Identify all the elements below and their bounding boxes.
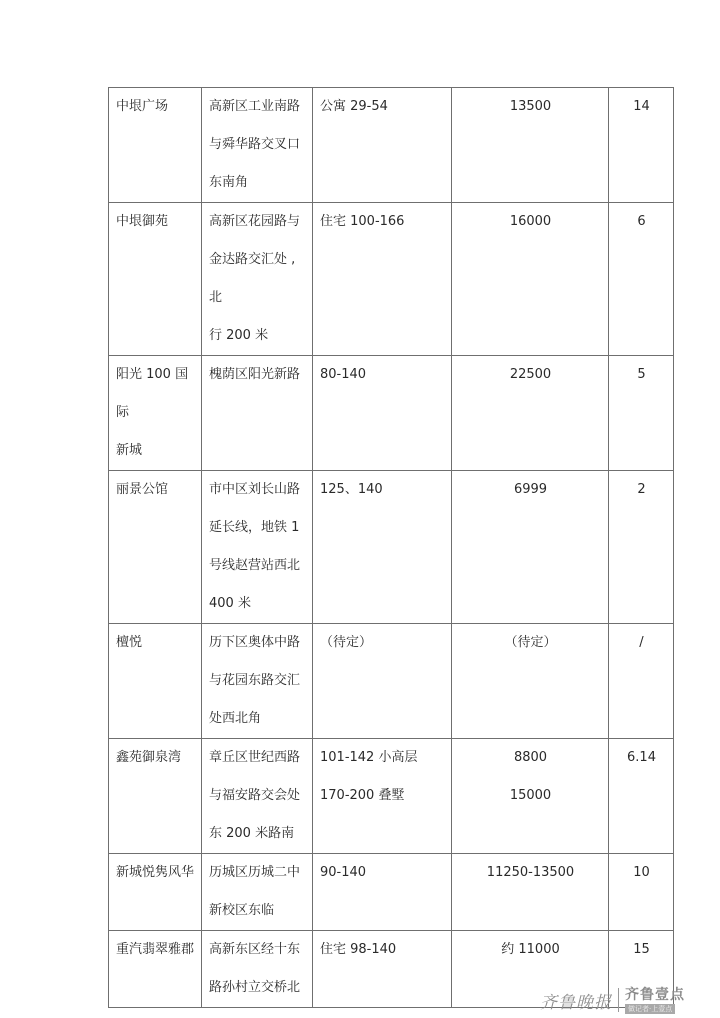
address-line: 与舜华路交叉口 — [209, 137, 301, 152]
project-name-line: 新城悦隽风华 — [116, 865, 195, 880]
price-cell — [452, 624, 609, 739]
area-line: 101-142 小高层 — [320, 750, 418, 765]
table-row — [109, 203, 674, 356]
project-name-line: 丽景公馆 — [116, 482, 169, 497]
project-name-line: 中垠御苑 — [116, 214, 169, 229]
price-line: 22500 — [509, 367, 552, 382]
value-cell — [609, 624, 674, 739]
table-row — [109, 88, 674, 203]
project-name-cell — [109, 471, 202, 624]
address-line: 与花园东路交汇 — [209, 673, 301, 688]
project-name-cell — [109, 854, 202, 931]
project-name-line: 鑫苑御泉湾 — [116, 750, 182, 765]
area-line: 公寓 29-54 — [320, 99, 388, 114]
address-line: 处西北角 — [209, 711, 262, 726]
address-cell — [202, 471, 313, 624]
address-cell — [202, 931, 313, 1008]
area-line: 125、140 — [320, 482, 383, 497]
value-text: 2 — [637, 482, 646, 497]
logo-divider — [618, 988, 619, 1012]
property-table — [108, 87, 674, 1008]
address-line: 延长线，地铁 1 — [209, 520, 300, 535]
table-row — [109, 356, 674, 471]
address-line: 市中区刘长山路 — [209, 482, 301, 497]
address-cell — [202, 203, 313, 356]
address-line: 高新区工业南路 — [209, 99, 301, 114]
value-cell — [609, 203, 674, 356]
project-name-cell — [109, 931, 202, 1008]
address-line: 章丘区世纪西路 — [209, 750, 301, 765]
project-name-line: 檀悦 — [116, 635, 143, 650]
value-cell — [609, 471, 674, 624]
address-line: 与福安路交会处 — [209, 788, 301, 803]
value-text: 6.14 — [627, 750, 656, 765]
address-line: 金达路交汇处 ,北 — [209, 252, 296, 305]
brand-slogan: 做记者·上壹点 — [625, 1004, 675, 1014]
table-row — [109, 624, 674, 739]
address-cell — [202, 356, 313, 471]
project-name-cell — [109, 356, 202, 471]
area-cell — [313, 356, 452, 471]
table-row — [109, 854, 674, 931]
value-cell — [609, 739, 674, 854]
table-row — [109, 739, 674, 854]
address-line: 历下区奥体中路 — [209, 635, 301, 650]
area-cell — [313, 203, 452, 356]
project-name-line: 中垠广场 — [116, 99, 169, 114]
project-name-line: 新城 — [116, 443, 143, 458]
price-line: 6999 — [513, 482, 548, 497]
address-cell — [202, 739, 313, 854]
brand-name: 齐鲁壹点 — [625, 986, 685, 1003]
address-line: 东 200 米路南 — [209, 826, 295, 841]
project-name-line: 阳光 100 国际 — [116, 367, 189, 420]
price-line: （待定） — [504, 635, 557, 650]
value-text: / — [639, 635, 644, 650]
address-line: 高新东区经十东 — [209, 942, 301, 957]
project-name-cell — [109, 739, 202, 854]
project-name-cell — [109, 88, 202, 203]
price-line: 16000 — [509, 214, 552, 229]
value-cell — [609, 88, 674, 203]
price-line: 8800 — [513, 750, 548, 765]
area-cell — [313, 739, 452, 854]
area-cell — [313, 624, 452, 739]
value-text: 14 — [633, 99, 650, 114]
address-line: 号线赵营站西北 — [209, 558, 301, 573]
area-cell — [313, 931, 452, 1008]
value-text: 15 — [633, 942, 650, 957]
price-cell — [452, 356, 609, 471]
address-cell — [202, 88, 313, 203]
address-cell — [202, 624, 313, 739]
value-cell — [609, 356, 674, 471]
address-line: 路孙村立交桥北 — [209, 980, 301, 995]
area-line: 90-140 — [320, 865, 367, 880]
address-line: 历城区历城二中 — [209, 865, 301, 880]
area-line: （待定） — [320, 635, 373, 650]
price-cell — [452, 203, 609, 356]
area-cell — [313, 471, 452, 624]
area-line: 住宅 98-140 — [320, 942, 397, 957]
watermark-logo — [540, 985, 715, 1015]
address-cell — [202, 854, 313, 931]
address-line: 新校区东临 — [209, 903, 275, 918]
value-text: 6 — [637, 214, 646, 229]
project-name-line: 重汽翡翠雅郡 — [116, 942, 195, 957]
project-name-cell — [109, 203, 202, 356]
area-line: 80-140 — [320, 367, 367, 382]
price-line: 约 11000 — [501, 942, 560, 957]
address-line: 高新区花园路与 — [209, 214, 301, 229]
area-line: 170-200 叠墅 — [320, 788, 405, 803]
price-cell — [452, 471, 609, 624]
area-cell — [313, 854, 452, 931]
area-cell — [313, 88, 452, 203]
price-cell — [452, 854, 609, 931]
table-row — [109, 471, 674, 624]
brand-block — [625, 987, 685, 1014]
price-cell — [452, 88, 609, 203]
address-line: 400 米 — [209, 596, 251, 611]
value-cell — [609, 854, 674, 931]
price-line: 13500 — [509, 99, 552, 114]
value-text: 10 — [633, 865, 650, 880]
price-line: 15000 — [509, 788, 552, 803]
price-cell — [452, 739, 609, 854]
address-line: 行 200 米 — [209, 328, 269, 343]
project-name-cell — [109, 624, 202, 739]
price-line: 11250-13500 — [486, 865, 575, 880]
area-line: 住宅 100-166 — [320, 214, 405, 229]
newspaper-name: 齐鲁晚报 — [540, 992, 612, 1013]
address-line: 槐荫区阳光新路 — [209, 367, 301, 382]
address-line: 东南角 — [209, 175, 249, 190]
value-text: 5 — [637, 367, 646, 382]
